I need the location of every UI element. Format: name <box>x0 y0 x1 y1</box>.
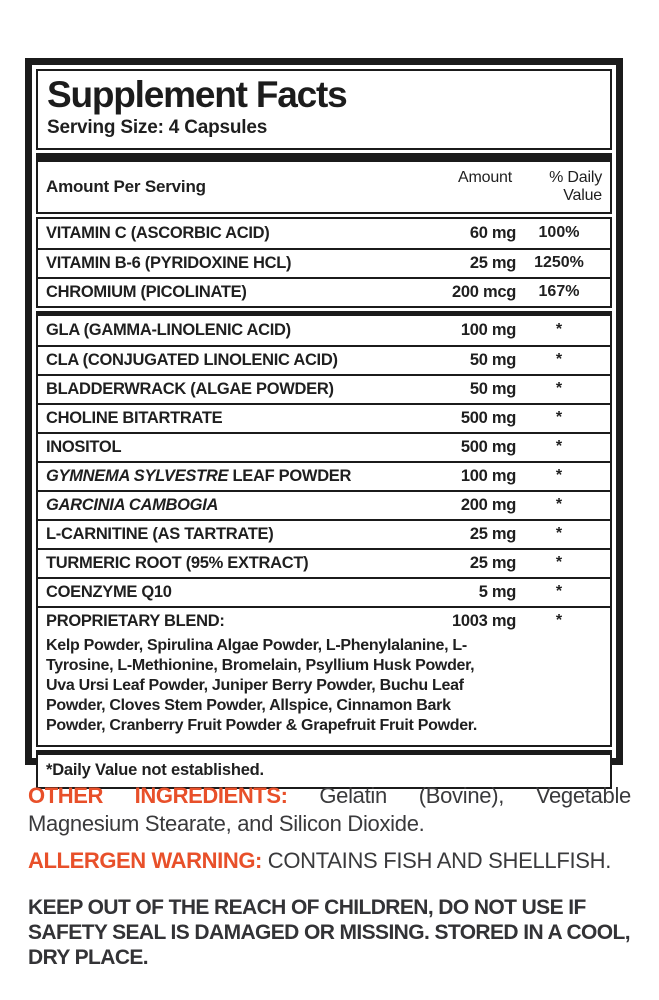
ingredient-name: PROPRIETARY BLEND: <box>46 611 225 630</box>
ingredient-dv: 167% <box>538 283 580 301</box>
ingredient-dv: * <box>555 496 563 514</box>
ingredient-amount: 25 mg <box>469 524 516 543</box>
latin-name: GARCINIA CAMBOGIA <box>46 495 219 514</box>
daily-value-header-line2: Value <box>563 187 602 205</box>
allergen-warning-label: ALLERGEN WARNING: <box>28 847 262 873</box>
ingredient-amount: 25 mg <box>469 553 516 572</box>
ingredient-row <box>38 277 610 306</box>
daily-value-header-line1: % Daily <box>549 168 602 186</box>
amount-per-serving-label: Amount Per Serving <box>46 176 206 196</box>
label-footer-text <box>28 782 631 970</box>
ingredient-name: GLA (GAMMA-LINOLENIC ACID) <box>46 320 291 339</box>
ingredient-row <box>38 548 610 577</box>
ingredient-dv: * <box>555 409 563 427</box>
supplement-facts-panel <box>25 58 623 779</box>
ingredient-name: TURMERIC ROOT (95% EXTRACT) <box>46 553 309 572</box>
proprietary-blend-description: Kelp Powder, Spirulina Algae Powder, L-Phenylalanine, L-Tyrosine, L-Methionine, Bromelain, Psyllium Husk Powder, Uva Ursi Leaf Powder, Juniper Berry Powder, Buchu Leaf Powder, Cloves Stem Powder, Allspice, Cinnamon Bark Powder, Cranberry Fruit Powder & Grapefruit Fruit Powder. <box>46 636 477 734</box>
ingredient-row <box>38 316 610 345</box>
serving-size: Serving Size: 4 Capsules <box>47 116 268 138</box>
ingredient-row <box>38 490 610 519</box>
ingredient-name: VITAMIN B-6 (PYRIDOXINE HCL) <box>46 253 292 272</box>
ingredient-name: BLADDERWRACK (ALGAE POWDER) <box>46 379 334 398</box>
ingredient-dv: * <box>555 554 563 572</box>
other-ingredients <box>28 782 631 838</box>
ingredient-row <box>38 345 610 374</box>
ingredient-amount: 50 mg <box>469 350 516 369</box>
ingredient-amount: 50 mg <box>469 379 516 398</box>
ingredient-amount: 60 mg <box>469 223 516 242</box>
ingredient-dv: 100% <box>538 224 580 242</box>
vitamins-group <box>36 217 612 308</box>
ingredient-row <box>38 519 610 548</box>
ingredient-amount: 200 mcg <box>452 282 516 301</box>
allergen-warning-text: CONTAINS FISH AND SHELLFISH. <box>261 847 612 873</box>
daily-value-column-header <box>512 169 602 206</box>
ingredient-name: CHOLINE BITARTRATE <box>46 408 223 427</box>
ingredient-dv: * <box>555 583 563 601</box>
ingredient-amount: 500 mg <box>460 437 516 456</box>
ingredient-amount: 5 mg <box>478 582 516 601</box>
ingredient-row <box>38 219 610 248</box>
storage-warning: KEEP OUT OF THE REACH OF CHILDREN, DO NOT USE IF SAFETY SEAL IS DAMAGED OR MISSING. STORED IN A COOL, DRY PLACE. <box>28 895 630 970</box>
ingredient-name: LEAF POWDER <box>228 466 352 485</box>
ingredient-row <box>38 403 610 432</box>
ingredient-row <box>38 577 610 606</box>
facts-title: Supplement Facts <box>47 74 347 115</box>
amount-column-header: Amount <box>458 168 512 186</box>
proprietary-blend-row <box>38 606 610 635</box>
ingredient-row <box>38 374 610 403</box>
botanicals-group <box>36 311 612 747</box>
ingredient-row <box>38 432 610 461</box>
ingredient-name: INOSITOL <box>46 437 122 456</box>
ingredient-amount: 500 mg <box>460 408 516 427</box>
ingredient-name: CLA (CONJUGATED LINOLENIC ACID) <box>46 350 338 369</box>
ingredient-dv: 1250% <box>534 254 584 272</box>
ingredient-name: L-CARNITINE (AS TARTRATE) <box>46 524 274 543</box>
ingredient-amount: 200 mg <box>460 495 516 514</box>
ingredient-dv: * <box>555 351 563 369</box>
ingredient-amount: 100 mg <box>460 320 516 339</box>
facts-header-row <box>36 153 612 214</box>
daily-value-footnote: *Daily Value not established. <box>36 750 612 789</box>
facts-title-section <box>36 69 612 150</box>
ingredient-name: VITAMIN C (ASCORBIC ACID) <box>46 223 270 242</box>
ingredient-dv: * <box>555 467 563 485</box>
ingredient-name: CHROMIUM (PICOLINATE) <box>46 282 247 301</box>
ingredient-row <box>38 461 610 490</box>
ingredient-dv: * <box>555 380 563 398</box>
ingredient-name: COENZYME Q10 <box>46 582 172 601</box>
ingredient-row <box>38 248 610 277</box>
ingredient-dv: * <box>555 321 563 339</box>
ingredient-amount: 1003 mg <box>452 611 516 630</box>
ingredient-dv: * <box>555 612 563 630</box>
ingredient-dv: * <box>555 525 563 543</box>
latin-name: GYMNEMA SYLVESTRE <box>46 466 229 485</box>
ingredient-amount: 25 mg <box>469 253 516 272</box>
ingredient-dv: * <box>555 438 563 456</box>
allergen-warning <box>28 848 631 874</box>
ingredient-amount: 100 mg <box>460 466 516 485</box>
other-ingredients-text: Gelatin (Bovine), Vegetable Magnesium Stearate, and Silicon Dioxide. <box>28 783 631 836</box>
other-ingredients-label: OTHER INGREDIENTS: <box>28 783 288 808</box>
